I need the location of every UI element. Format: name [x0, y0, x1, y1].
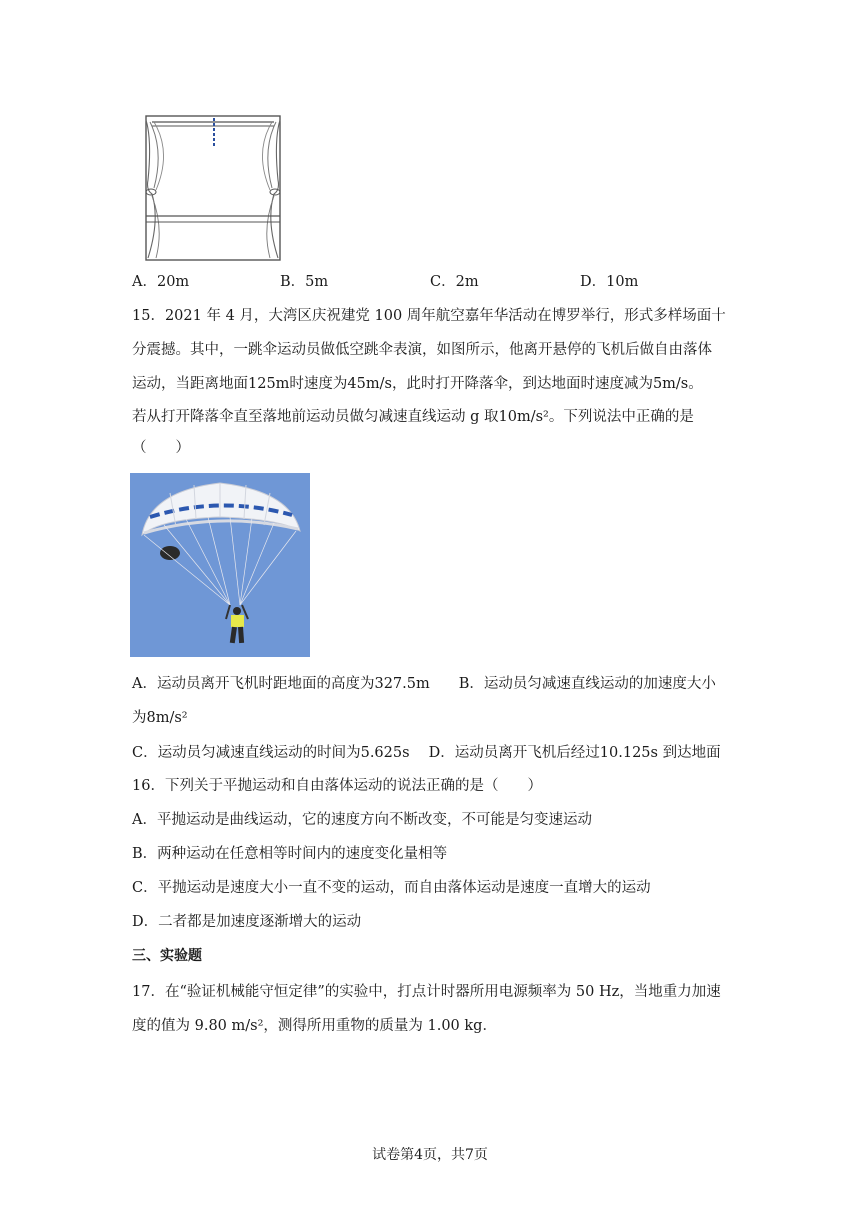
q15-options-row-2: 为8m/s²: [132, 710, 188, 726]
parachutist-photo: [130, 473, 310, 657]
q15-line-5: （ ）: [132, 440, 190, 456]
q14-options: [132, 270, 752, 290]
q17-line-1: 17．在“验证机械能守恒定律”的实验中，打点计时器所用电源频率为 50 Hz，当地重力加速: [132, 984, 721, 1000]
q15-line-3: 运动，当距离地面125m时速度为45m/s，此时打开降落伞，到达地面时速度减为5m/s。: [132, 376, 703, 392]
q15-line-1: 15．2021 年 4 月，大湾区庆祝建党 100 周年航空嘉年华活动在博罗举行，形式多样场面十: [132, 308, 726, 324]
window-curtain-figure: [138, 110, 288, 262]
q16-stem: 16．下列关于平抛运动和自由落体运动的说法正确的是（ ）: [132, 778, 542, 794]
q17-line-2: 度的值为 9.80 m/s²，测得所用重物的质量为 1.00 kg．: [132, 1018, 497, 1034]
q16-option-a: A．平抛运动是曲线运动，它的速度方向不断改变，不可能是匀变速运动: [132, 812, 592, 828]
section-title: 三、实验题: [132, 948, 202, 964]
q16-option-d: D．二者都是加速度逐渐增大的运动: [132, 914, 362, 930]
page-footer: 试卷第4页，共7页: [372, 1147, 488, 1163]
q15-options-row-3: C．运动员匀减速直线运动的时间为5.625s D．运动员离开飞机后经过10.125s 到达地面: [132, 745, 721, 761]
q15-line-2: 分震撼。其中，一跳伞运动员做低空跳伞表演，如图所示，他离开悬停的飞机后做自由落体: [132, 342, 712, 358]
q16-option-c: C．平抛运动是速度大小一直不变的运动，而自由落体运动是速度一直增大的运动: [132, 880, 651, 896]
q14-option-d: D．10m: [580, 274, 639, 290]
q14-option-a: A．20m: [132, 274, 190, 290]
q15-line-4: 若从打开降落伞直至落地前运动员做匀减速直线运动 g 取10m/s²。下列说法中正确的是: [132, 409, 694, 425]
q14-option-c: C．2m: [430, 274, 479, 290]
q16-option-b: B．两种运动在任意相等时间内的速度变化量相等: [132, 846, 448, 862]
q15-options-row-1: A．运动员离开飞机时距地面的高度为327.5m B．运动员匀减速直线运动的加速度大小: [132, 676, 716, 692]
q14-option-b: B．5m: [280, 274, 329, 290]
